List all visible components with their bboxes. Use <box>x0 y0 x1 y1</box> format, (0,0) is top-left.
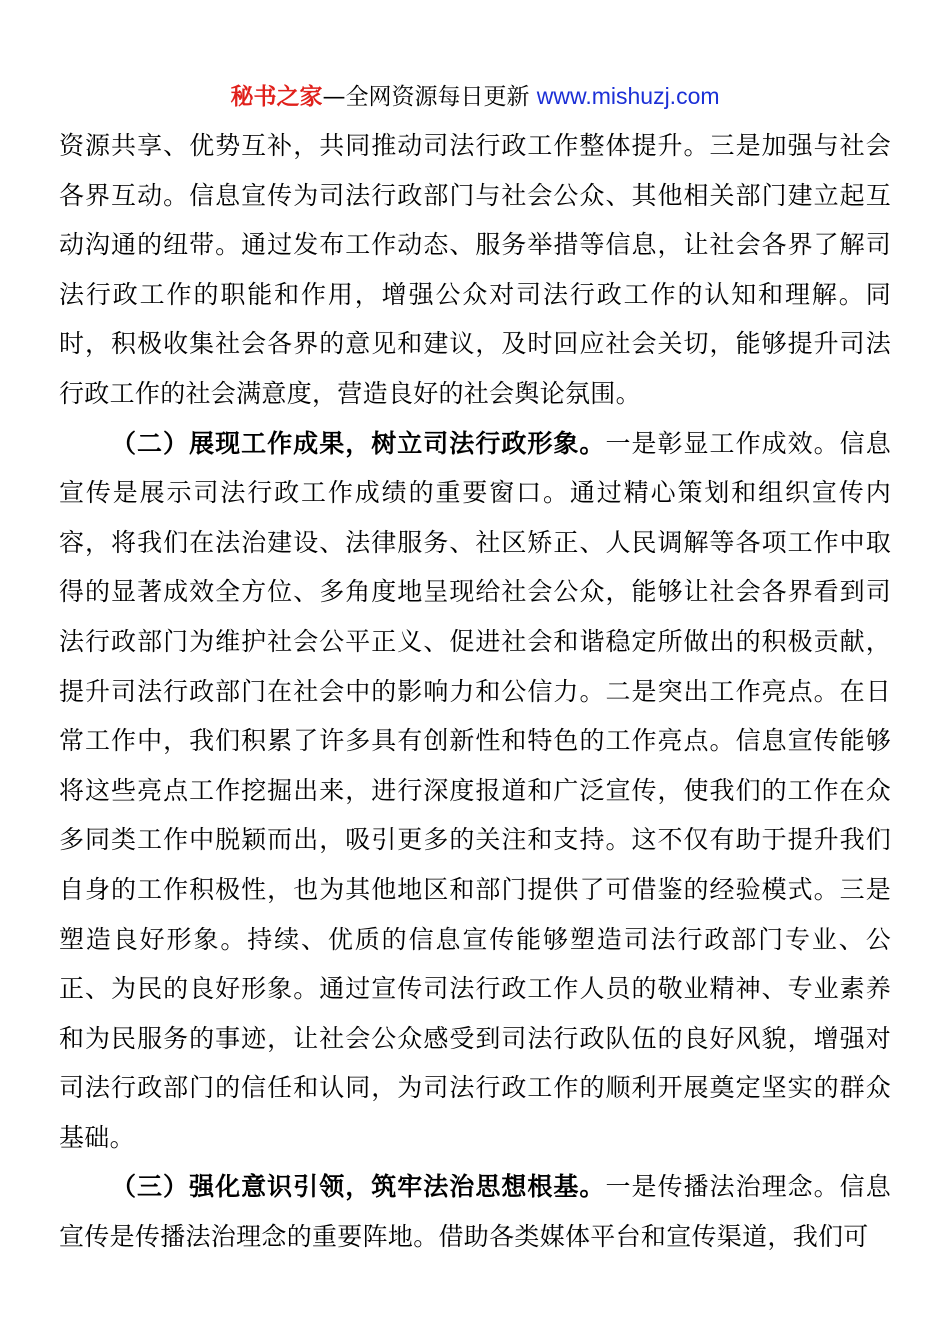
paragraph-section-2 <box>59 419 891 1163</box>
paragraph-section-3 <box>59 1162 891 1261</box>
section-heading: （二）展现工作成果，树立司法行政形象。 <box>111 428 606 458</box>
site-url[interactable]: www.mishuzj.com <box>536 83 720 109</box>
brand-name: 秘书之家 <box>230 84 323 110</box>
header-tagline: —全网资源每日更新 <box>322 84 537 110</box>
paragraph-text: 资源共享、优势互补，共同推动司法行政工作整体提升。三是加强与社会各界互动。信息宣传为司法行政部门与社会公众、其他相关部门建立起互动沟通的纽带。通过发布工作动态、服务举措等信息，让社会各界了解司法行政工作的职能和作用，增强公众对司法行政工作的认知和理解。同时，积极收集社会各界的意见和建议，及时回应社会关切，能够提升司法行政工作的社会满意度，营造良好的社会舆论氛围。 <box>59 131 891 408</box>
page-header <box>0 80 950 113</box>
paragraph-continued <box>59 121 891 419</box>
paragraph-text: 一是彰显工作成效。信息宣传是展示司法行政工作成绩的重要窗口。通过精心策划和组织宣传内容，将我们在法治建设、法律服务、社区矫正、人民调解等各项工作中取得的显著成效全方位、多角度地呈现给社会公众，能够让社会各界看到司法行政部门为维护社会公平正义、促进社会和谐稳定所做出的积极贡献，提升司法行政部门在社会中的影响力和公信力。二是突出工作亮点。在日常工作中，我们积累了许多具有创新性和特色的工作亮点。信息宣传能够将这些亮点工作挖掘出来，进行深度报道和广泛宣传，使我们的工作在众多同类工作中脱颖而出，吸引更多的关注和支持。这不仅有助于提升我们自身的工作积极性，也为其他地区和部门提供了可借鉴的经验模式。三是塑造良好形象。持续、优质的信息宣传能够塑造司法行政部门专业、公正、为民的良好形象。通过宣传司法行政工作人员的敬业精神、专业素养和为民服务的事迹，让社会公众感受到司法行政队伍的良好风貌，增强对司法行政部门的信任和认同，为司法行政工作的顺利开展奠定坚实的群众基础。 <box>59 428 891 1152</box>
document-body <box>59 121 891 1262</box>
paragraph-text: 一是传播法治理念。信息宣传是传播法治理念的重要阵地。借助各类媒体平台和宣传渠道，我们可 <box>59 1172 891 1252</box>
section-heading: （三）强化意识引领，筑牢法治思想根基。 <box>111 1172 606 1202</box>
